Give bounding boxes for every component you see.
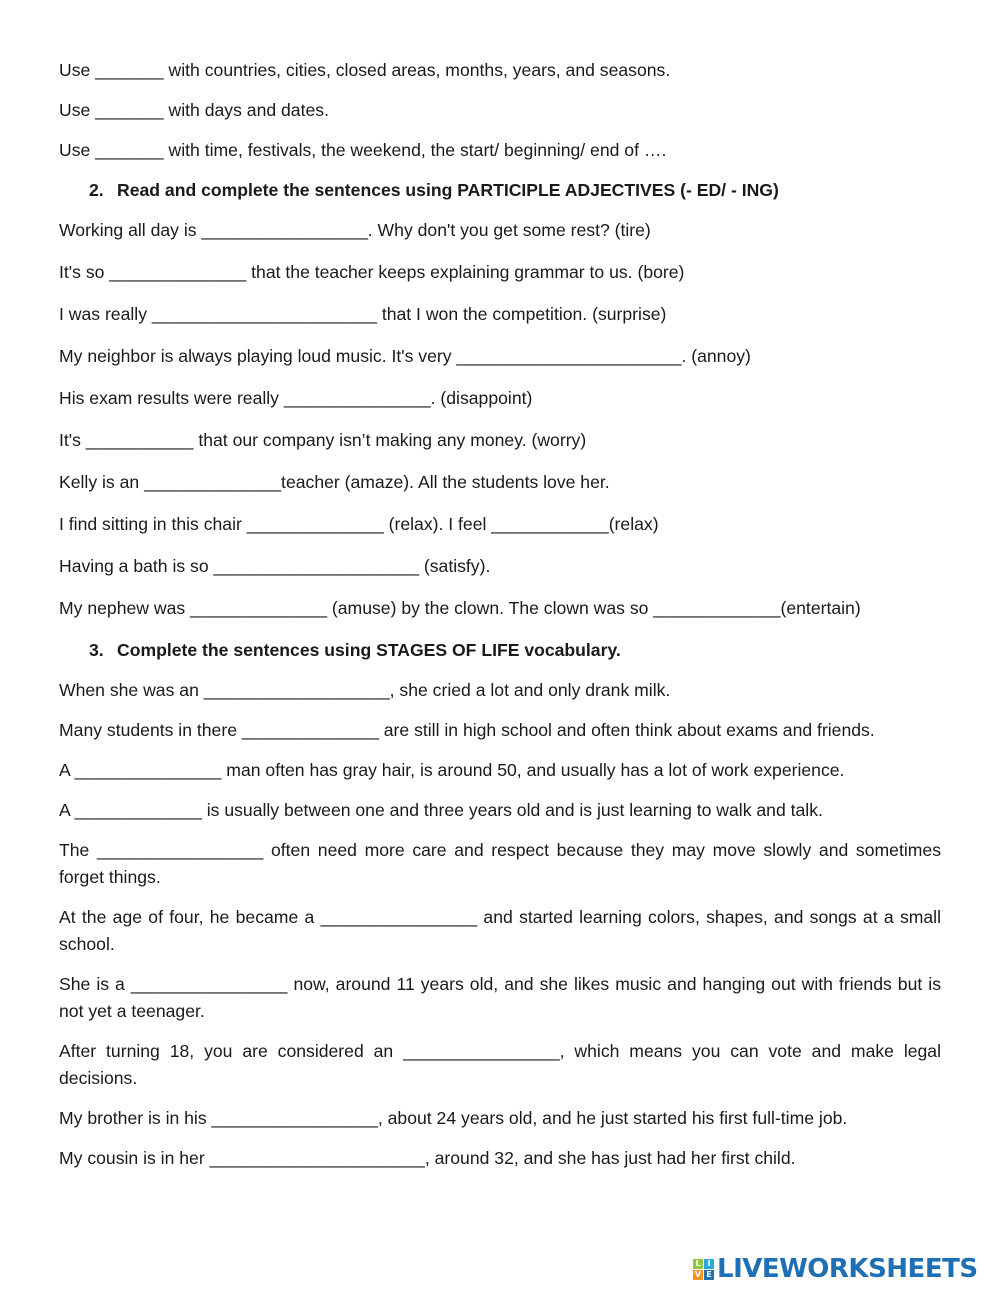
exercise-sentence: My neighbor is always playing loud music. It's very _______________________. (annoy) bbox=[59, 346, 751, 366]
section-heading-text: Read and complete the sentences using PARTICIPLE ADJECTIVES (- ED/ - ING) bbox=[117, 180, 779, 200]
logo-block: I bbox=[704, 1259, 714, 1269]
exercise-sentence: A _____________ is usually between one and three years old and is just learning to walk and talk. bbox=[59, 800, 823, 820]
exercise-sentence: Working all day is _________________. Why don't you get some rest? (tire) bbox=[59, 220, 651, 240]
exercise-sentence: Kelly is an ______________teacher (amaze). All the students love her. bbox=[59, 472, 610, 492]
section-heading-participle-adjectives bbox=[59, 177, 941, 204]
worksheet-page bbox=[59, 57, 941, 1185]
exercise-sentence: His exam results were really _______________. (disappoint) bbox=[59, 388, 533, 408]
rule-line: Use _______ with time, festivals, the weekend, the start/ beginning/ end of …. bbox=[59, 140, 667, 160]
section-heading-stages-of-life bbox=[59, 637, 941, 664]
exercise-sentence: My nephew was ______________ (amuse) by the clown. The clown was so _____________(entertain) bbox=[59, 598, 861, 618]
logo-block: L bbox=[693, 1259, 703, 1269]
exercise-sentence: After turning 18, you are considered an ________________, which means you can vote and make legal decisions. bbox=[59, 1041, 941, 1088]
exercise-sentence: It's so ______________ that the teacher keeps explaining grammar to us. (bore) bbox=[59, 262, 685, 282]
logo-blocks-icon bbox=[693, 1259, 714, 1280]
exercise-sentence: The _________________ often need more care and respect because they may move slowly and sometimes forget things. bbox=[59, 840, 941, 887]
section-number: 2. bbox=[89, 180, 104, 200]
section-number: 3. bbox=[89, 640, 104, 660]
exercise-sentence: Having a bath is so _____________________ (satisfy). bbox=[59, 556, 491, 576]
exercise-sentence: Many students in there ______________ are still in high school and often think about exams and friends. bbox=[59, 720, 875, 740]
exercise-sentence: At the age of four, he became a ________________ and started learning colors, shapes, and songs at a small school. bbox=[59, 907, 941, 954]
exercise-sentence: It's ___________ that our company isn’t making any money. (worry) bbox=[59, 430, 587, 450]
exercise-sentence: I was really _______________________ that I won the competition. (surprise) bbox=[59, 304, 667, 324]
exercise-sentence: My brother is in his _________________, about 24 years old, and he just started his first full-time job. bbox=[59, 1108, 848, 1128]
exercise-sentence: My cousin is in her ______________________, around 32, and she has just had her first child. bbox=[59, 1148, 796, 1168]
liveworksheets-logo bbox=[693, 1253, 978, 1285]
section-heading-text: Complete the sentences using STAGES OF LIFE vocabulary. bbox=[117, 640, 621, 660]
logo-text: LIVEWORKSHEETS bbox=[717, 1254, 978, 1284]
exercise-sentence: She is a ________________ now, around 11 years old, and she likes music and hanging out with friends but is not yet a teenager. bbox=[59, 974, 941, 1021]
exercise-sentence: I find sitting in this chair ______________ (relax). I feel ____________(relax) bbox=[59, 514, 659, 534]
exercise-sentence: When she was an ___________________, she cried a lot and only drank milk. bbox=[59, 680, 671, 700]
logo-block: E bbox=[704, 1270, 714, 1280]
logo-block: V bbox=[694, 1269, 702, 1279]
rule-line: Use _______ with countries, cities, closed areas, months, years, and seasons. bbox=[59, 60, 671, 80]
exercise-sentence: A _______________ man often has gray hair, is around 50, and usually has a lot of work experience. bbox=[59, 760, 845, 780]
rule-line: Use _______ with days and dates. bbox=[59, 100, 329, 120]
